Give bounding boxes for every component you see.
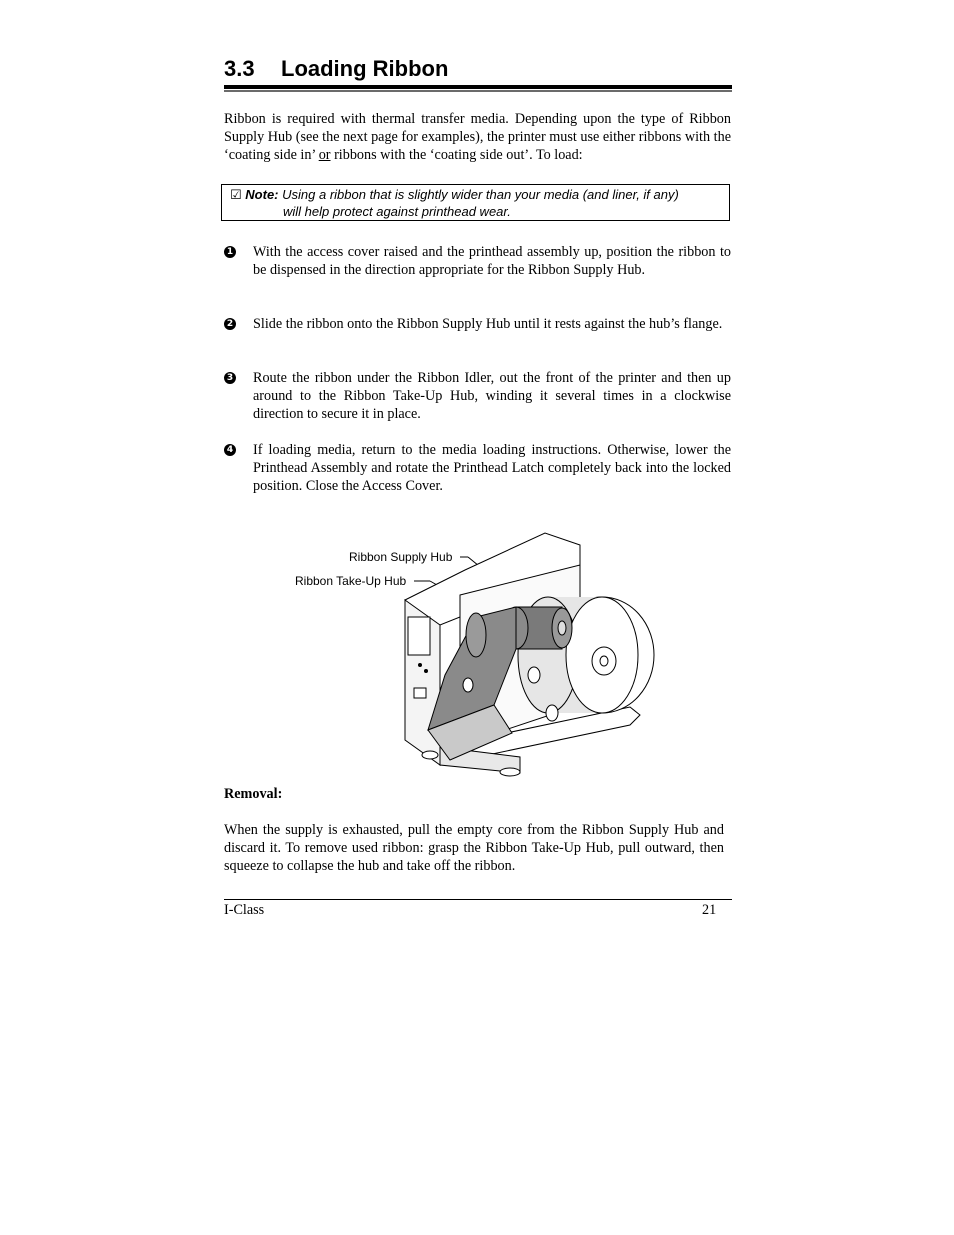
- note-line-2: will help protect against printhead wear.: [283, 204, 511, 219]
- step-marker-1: 1: [224, 246, 236, 258]
- printer-drawing: [290, 525, 670, 785]
- step-text-3: Route the ribbon under the Ribbon Idler, out the front of the printer and then up around to the Ribbon Take-Up Hub, winding it several times in a clockwise direction to secure it in place.: [253, 370, 731, 422]
- removal-paragraph: When the supply is exhausted, pull the empty core from the Ribbon Supply Hub and discard it. To remove used ribbon: grasp the Ribbon Take-Up Hub, pull outward, then squeeze to collapse the hub and take off the ribbon.: [224, 822, 724, 874]
- step-2: [224, 315, 731, 333]
- intro-text-2: ribbons with the ‘coating side out’. To load:: [330, 147, 583, 163]
- section-title: Loading Ribbon: [281, 56, 449, 81]
- printer-illustration: [290, 525, 670, 785]
- step-text-4: If loading media, return to the media loading instructions. Otherwise, lower the Printhead Assembly and rotate the Printhead Latch completely back into the locked position. Close the Access Cover.: [253, 442, 731, 494]
- note-label: Note:: [245, 187, 279, 202]
- step-4: [224, 441, 731, 495]
- checkbox-icon: ☑: [230, 187, 242, 202]
- step-marker-2: 2: [224, 318, 236, 330]
- intro-underlined-or: or: [318, 147, 331, 163]
- step-1: [224, 243, 731, 279]
- step-marker-4: 4: [224, 444, 236, 456]
- label-ribbon-supply-hub: Ribbon Supply Hub: [349, 550, 453, 564]
- step-marker-3: 3: [224, 372, 236, 384]
- footer-rule: [224, 899, 732, 900]
- page-number: 21: [702, 902, 717, 918]
- step-text-2: Slide the ribbon onto the Ribbon Supply Hub until it rests against the hub’s flange.: [253, 316, 723, 332]
- section-heading: [224, 54, 732, 84]
- note-box: [221, 184, 730, 221]
- note-line-1: Using a ribbon that is slightly wider than your media (and liner, if any): [282, 187, 679, 202]
- intro-paragraph: [224, 110, 731, 164]
- step-3: [224, 369, 731, 423]
- heading-rule-thin: [224, 90, 732, 92]
- step-text-1: With the access cover raised and the printhead assembly up, position the ribbon to be dispensed in the direction appropriate for the Ribbon Supply Hub.: [253, 244, 731, 278]
- intro-text-1: Ribbon is required with thermal transfer media. Depending upon the type of Ribbon Supply Hub (see the next page for examples), the printer must use either ribbons with the ‘coating side in’: [224, 111, 731, 163]
- footer-product: I-Class: [224, 902, 265, 918]
- section-number: 3.3: [224, 56, 255, 81]
- heading-rule-thick: [224, 85, 732, 89]
- removal-heading: Removal:: [224, 786, 283, 802]
- label-ribbon-take-up-hub: Ribbon Take-Up Hub: [295, 574, 407, 588]
